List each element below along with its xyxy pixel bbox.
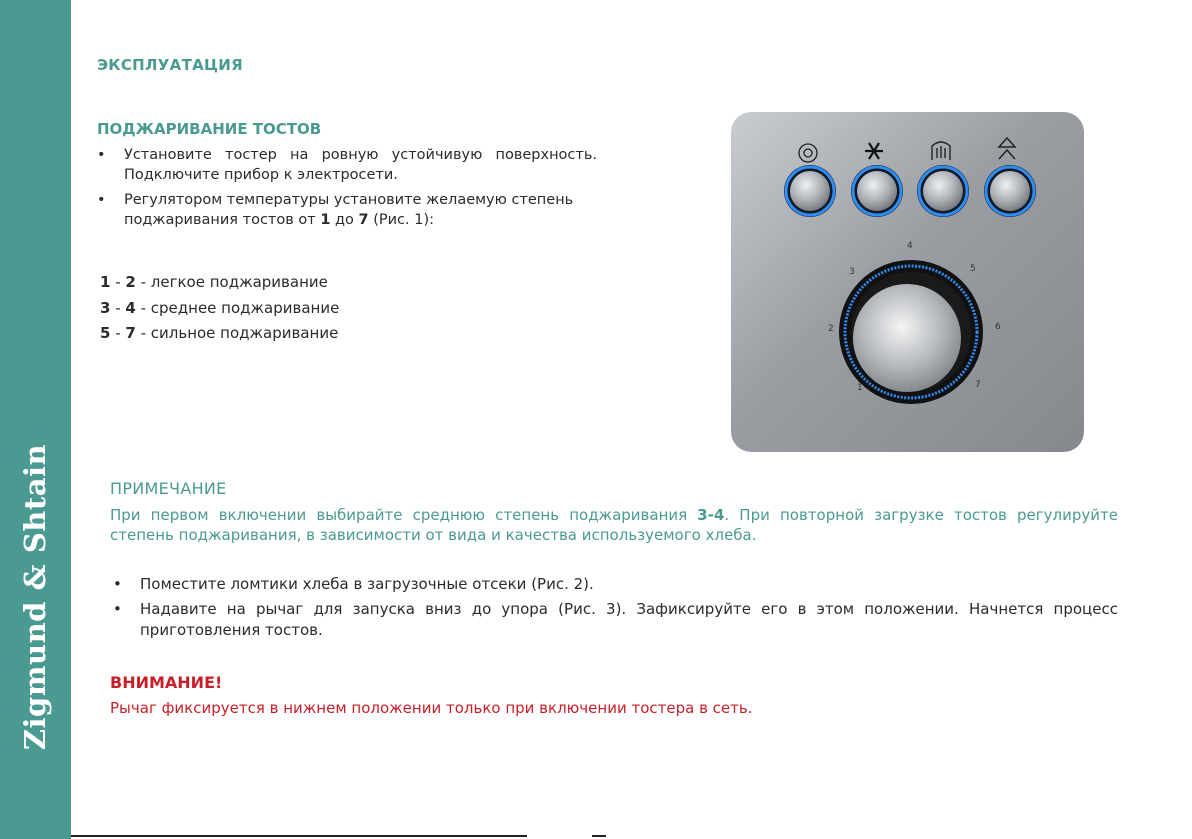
knob-label-4: 4 (907, 241, 913, 251)
reheat-button[interactable] (917, 165, 969, 217)
level-dash: - (110, 298, 126, 317)
note-highlight: 3-4 (697, 506, 725, 524)
note-title: ПРИМЕЧАНИЕ (110, 479, 227, 498)
instruction-text: Поместите ломтики хлеба в загрузочные отсеки (Рис. 2). (140, 575, 594, 593)
knob-label-7: 7 (975, 380, 981, 390)
bullet: • (113, 575, 122, 593)
instruction-text: Надавите на рычаг для запуска вниз до упора (Рис. 3). Зафиксируйте его в этом положении. Начнется процесс приготовления тостов. (140, 600, 1118, 639)
step-text: до (330, 212, 359, 228)
control-panel-illustration (731, 112, 1084, 452)
level-row (100, 270, 339, 296)
defrost-button[interactable] (784, 165, 836, 217)
brand-logo: Zigmund & Shtain (18, 443, 52, 751)
note-text (110, 505, 1118, 545)
note-text-part: . При повторной загрузке тостов регулируйте степень поджаривания, в зависимости от вида и качества используемого хлеба. (110, 506, 1118, 544)
list-item (97, 190, 597, 230)
knob-label-3: 3 (849, 267, 855, 277)
level-from: 3 (100, 298, 111, 317)
list-item (97, 145, 597, 185)
section-title: ЭКСПЛУАТАЦИЯ (97, 56, 243, 74)
frozen-button[interactable] (851, 165, 903, 217)
figure-ref: (Рис. 1): (368, 212, 435, 228)
instruction-list (113, 574, 1118, 645)
cancel-button[interactable] (984, 165, 1036, 217)
level-to: 7 (125, 324, 136, 342)
bullet: • (97, 147, 106, 163)
knob-label-5: 5 (970, 264, 976, 274)
level-from: 1 (100, 273, 111, 291)
knob-label-2: 2 (828, 324, 834, 334)
level-row (100, 296, 339, 322)
level-from: 5 (100, 324, 111, 342)
level-max: 7 (358, 212, 369, 228)
toasting-levels (100, 270, 339, 347)
toasting-steps (97, 145, 597, 235)
step-text: Установите тостер на ровную устойчивую поверхность. Подключите прибор к электросети. (124, 147, 597, 183)
level-min: 1 (320, 212, 331, 228)
level-desc: - среднее поджаривание (135, 298, 340, 317)
warning-title: ВНИМАНИЕ! (110, 673, 223, 692)
level-dash: - (110, 273, 126, 291)
bullet: • (113, 600, 122, 618)
level-desc: - сильное поджаривание (135, 324, 339, 342)
toasting-title: ПОДЖАРИВАНИЕ ТОСТОВ (97, 120, 322, 138)
step-text: Регулятором температуры установите желаемую степень поджаривания тостов от (124, 192, 574, 228)
knob-label-6: 6 (995, 322, 1001, 332)
list-item (113, 599, 1118, 641)
toaster-control-panel-figure (731, 112, 1084, 452)
knob-label-1: 1 (857, 383, 863, 393)
bullet: • (97, 192, 106, 208)
note-text-part: При первом включении выбирайте среднюю степень поджаривания (110, 506, 698, 524)
level-dash: - (110, 324, 126, 342)
level-to: 2 (125, 273, 136, 291)
footer-divider (71, 835, 527, 837)
brand-sidebar (0, 0, 71, 839)
level-to: 4 (125, 298, 136, 317)
level-desc: - легкое поджаривание (135, 273, 328, 291)
warning-text: Рычаг фиксируется в нижнем положении только при включении тостера в сеть. (110, 699, 753, 717)
footer-divider-tick (592, 835, 606, 837)
list-item (113, 574, 1118, 595)
level-row (100, 321, 339, 347)
